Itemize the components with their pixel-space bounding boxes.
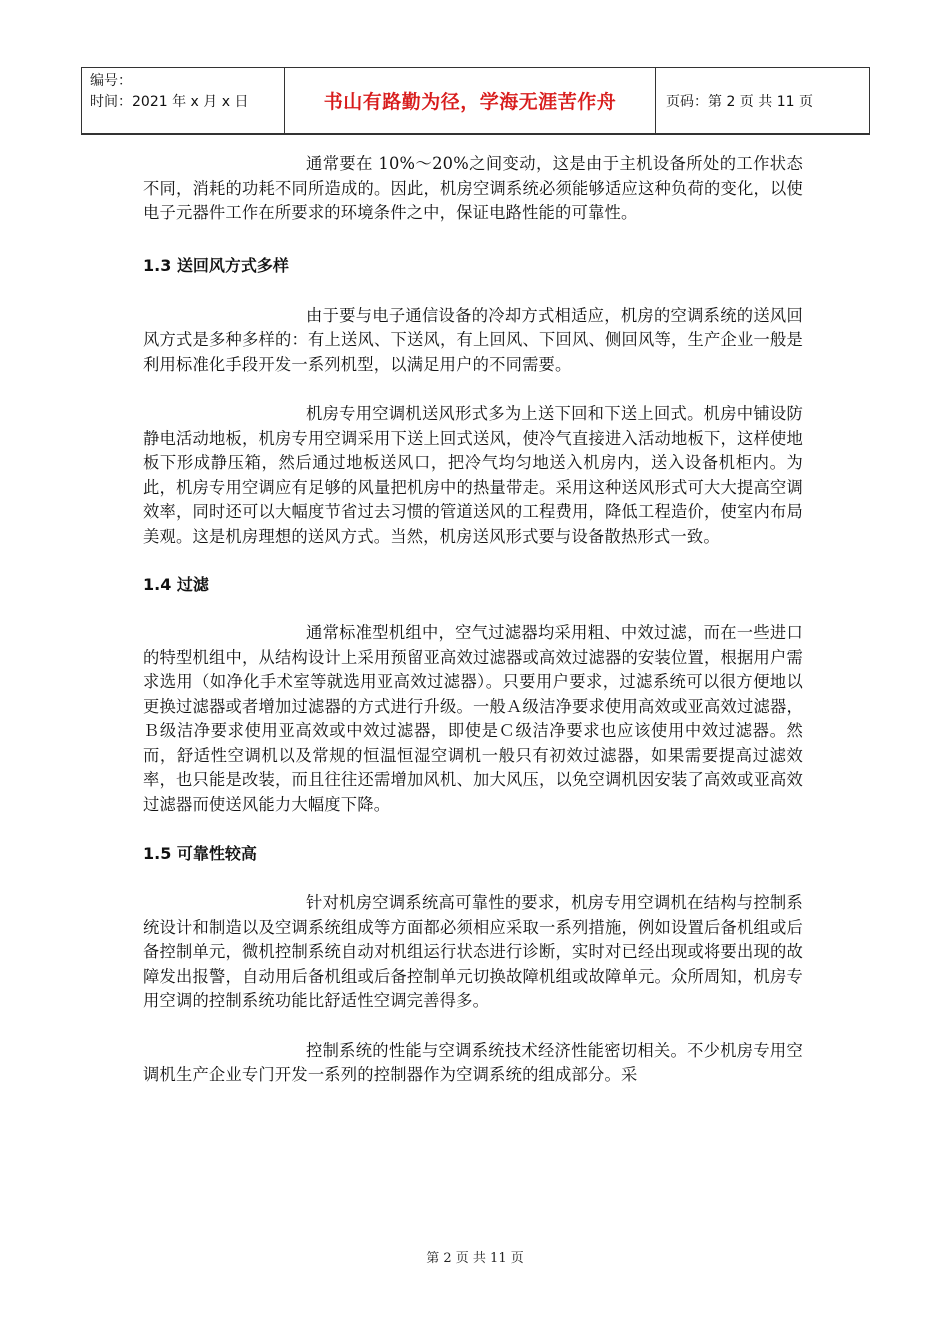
header-page-info: 页码：第 2 页 共 11 页 [666, 93, 813, 110]
time-label: 时间：2021 年 x 月 x 日 [90, 94, 249, 110]
paragraph: 针对机房空调系统高可靠性的要求，机房专用空调机在结构与控制系统设计和制造以及空调系统组成等方面都必须相应采取一系列措施，例如设置后备机组或后备控制单元，微机控制系统自动对机组运行状态进行诊断，实时对已经出现或将要出现的故障发出报警，自动用后备机组或后备控制单元切换故障机组或故障单元。众所周知，机房专用空调的控制系统功能比舒适性空调完善得多。 [143, 893, 803, 1010]
paragraph: 通常要在 10%～20%之间变动，这是由于主机设备所处的工作状态不同，消耗的功耗不同所造成的。因此，机房空调系统必须能够适应这种负荷的变化，以使电子元器件工作在所要求的环境条件之中，保证电路性能的可靠性。 [143, 154, 803, 222]
document-body [143, 152, 803, 1088]
paragraph: 通常标准型机组中，空气过滤器均采用粗、中效过滤，而在一些进口的特型机组中，从结构设计上采用预留亚高效过滤器或高效过滤器的安装位置，根据用户需求选用（如净化手术室等就选用亚高效过滤器）。只要用户要求，过滤系统可以很方便地以更换过滤器或者增加过滤器的方式进行升级。一般Ａ级洁净要求使用高效或亚高效过滤器，Ｂ级洁净要求使用亚高效或中效过滤器，即使是Ｃ级洁净要求也应该使用中效过滤器。然而，舒适性空调机以及常规的恒温恒湿空调机一般只有初效过滤器，如果需要提高过滤效率，也只能是改装，而且往往还需增加风机、加大风压，以免空调机因安装了高效或亚高效过滤器而使送风能力大幅度下降。 [143, 623, 803, 814]
number-label: 编号： [90, 73, 132, 89]
section-heading-1-4: 1.4 过滤 [143, 575, 209, 594]
header-motto: 书山有路勤为径，学海无涯苦作舟 [285, 68, 656, 133]
paragraph: 由于要与电子通信设备的冷却方式相适应，机房的空调系统的送风回风方式是多种多样的：有上送风、下送风，有上回风、下回风、侧回风等，生产企业一般是利用标准化手段开发一系列机型，以满足用户的不同需要。 [143, 305, 803, 374]
section-heading-1-3: 1.3 送回风方式多样 [143, 255, 289, 275]
section-heading-1-5: 1.5 可靠性较高 [143, 844, 257, 863]
page-header [81, 67, 870, 135]
paragraph: 控制系统的性能与空调系统技术经济性能密切相关。不少机房专用空调机生产企业专门开发一系列的控制器作为空调系统的组成部分。采 [143, 1040, 803, 1084]
page-footer: 第 2 页 共 11 页 [426, 1251, 524, 1266]
header-meta [82, 68, 285, 133]
paragraph: 机房专用空调机送风形式多为上送下回和下送上回式。机房中铺设防静电活动地板，机房专用空调采用下送上回式送风，使冷气直接进入活动地板下，这样使地板下形成静压箱，然后通过地板送风口，把冷气均匀地送入机房内，送入设备机柜内。为此，机房专用空调应有足够的风量把机房中的热量带走。采用这种送风形式可大大提高空调效率，同时还可以大幅度节省过去习惯的管道送风的工程费用，降低工程造价，使室内布局美观。这是机房理想的送风方式。当然，机房送风形式要与设备散热形式一致。 [143, 404, 803, 546]
